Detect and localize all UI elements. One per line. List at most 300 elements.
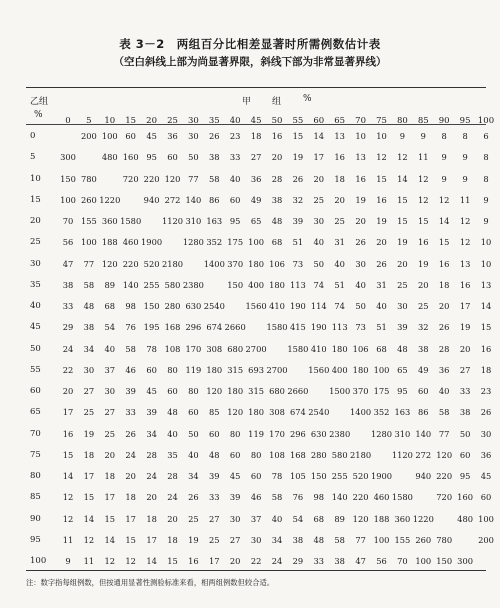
column-header: 55 [292,116,304,126]
table-cell: 100 [80,237,97,248]
table-cell: 200 [478,534,494,545]
table-cell: 280 [164,301,181,311]
table-cell: 16 [188,556,199,566]
table-cell: 16 [438,258,450,269]
table-cell: 170 [185,343,202,354]
table-cell: 370 [352,386,369,396]
table-cell: 12 [459,216,471,226]
table-cell: 16 [480,343,492,354]
table-cell: 255 [143,279,160,290]
table-cell: 18 [125,492,136,503]
table-cell: 1580 [266,322,288,333]
table-cell: 78 [146,343,157,354]
table-cell: 89 [334,513,345,524]
table-cell: 12 [418,173,429,184]
table-cell: 106 [269,258,285,269]
table-cell: 50 [313,258,325,269]
table-cell: 11 [418,152,429,163]
table-cell: 2180 [350,449,372,460]
table-cell: 60 [250,471,262,481]
table-cell: 16 [418,237,429,248]
table-cell: 14 [397,173,408,184]
table-cell: 150 [310,471,327,481]
table-cell: 45 [480,471,492,481]
table-cell: 27 [250,152,262,163]
column-header: 100 [477,116,495,126]
table-cell: 308 [206,343,223,354]
table-cell: 19 [418,258,429,269]
table-cell: 39 [209,471,220,481]
table-cell: 13 [480,279,492,290]
row-label: 40 [30,301,41,311]
table-cell: 352 [206,237,223,248]
table-cell: 9 [483,216,489,226]
table-cell: 25 [209,534,220,545]
table-cell: 13 [459,258,471,269]
table-cell: 40 [271,513,283,524]
table-cell: 160 [122,152,139,163]
row-label: 75 [30,449,41,460]
table-cell: 120 [206,386,223,396]
table-cell: 150 [436,556,453,566]
table-cell: 17 [83,471,95,481]
table-cell: 77 [83,258,95,269]
table-cell: 520 [352,471,369,481]
column-header: 70 [355,116,367,126]
table-cell: 15 [480,322,492,333]
table-cell: 255 [331,471,348,481]
table-cell: 70 [62,216,74,226]
table-cell: 300 [60,152,76,163]
table-cell: 15 [104,513,116,524]
table-cell: 14 [146,556,157,566]
column-header: 75 [376,116,387,126]
table-cell: 160 [457,492,474,503]
table-cell: 24 [167,492,178,503]
row-label: 45 [30,322,41,333]
table-cell: 100 [373,364,390,375]
table-cell: 19 [83,428,95,439]
table-cell: 38 [209,152,220,163]
table-cell: 180 [331,343,348,354]
table-cell: 155 [394,534,411,545]
table-cell: 15 [125,534,136,545]
table-cell: 60 [146,364,157,375]
table-cell: 20 [271,152,283,163]
row-label: 25 [30,237,41,248]
table-cell: 34 [271,534,283,545]
table-cell: 24 [62,343,74,354]
table-cell: 16 [271,131,283,141]
table-cell: 352 [373,407,390,418]
table-cell: 18 [167,534,178,545]
table-cell: 630 [310,428,327,439]
table-cell: 170 [269,428,285,439]
table-cell: 78 [271,471,283,481]
table-cell: 100 [415,556,432,566]
table-cell: 37 [104,364,116,375]
table-cell: 27 [229,534,241,545]
table-cell: 45 [146,131,157,141]
table-cell: 20 [125,471,136,481]
table-cell: 188 [101,237,118,248]
table-cell: 28 [271,173,283,184]
table-cell: 40 [376,301,387,311]
table-cell: 580 [164,279,181,290]
table-cell: 26 [292,173,304,184]
table-cell: 20 [229,556,241,566]
table-cell: 410 [269,301,285,311]
table-cell: 25 [188,513,199,524]
table-cell: 24 [146,471,157,481]
table-cell: 16 [62,428,74,439]
table-cell: 10 [480,258,492,269]
column-header: 45 [250,116,262,126]
table-cell: 15 [62,449,74,460]
table-cell: 76 [292,492,304,503]
table-cell: 100 [60,194,76,205]
row-label: 90 [30,513,41,524]
table-cell: 34 [188,471,199,481]
column-header: 90 [438,116,450,126]
table-cell: 2660 [287,386,309,396]
table-cell: 65 [397,364,408,375]
table-cell: 29 [292,556,304,566]
table-cell: 940 [415,471,432,481]
table-cell: 68 [313,513,325,524]
table-cell: 1280 [370,428,393,439]
table-cell: 34 [146,428,157,439]
table-cell: 54 [104,322,116,333]
table-cell: 25 [397,279,408,290]
table-cell: 296 [289,428,306,439]
table-subtitle: （空白斜线上部为尚显著界限，斜线下部为非常显著界线） [113,56,387,68]
row-label: 100 [30,556,47,566]
table-cell: 580 [331,449,348,460]
table-cell: 24 [125,449,136,460]
table-cell: 38 [292,534,304,545]
table-cell: 89 [104,279,116,290]
table-cell: 19 [397,237,408,248]
table-cell: 100 [373,534,390,545]
table-cell: 15 [418,216,429,226]
table-cell: 60 [229,449,241,460]
table-cell: 30 [188,131,199,141]
table-cell: 8 [441,131,447,141]
table-cell: 40 [104,343,116,354]
table-cell: 12 [62,492,74,503]
table-cell: 2700 [266,364,288,375]
table-cell: 163 [206,216,223,226]
table-cell: 1580 [391,492,413,503]
column-header: 15 [125,116,137,126]
table-cell: 220 [143,173,160,184]
table-cell: 40 [313,237,325,248]
table-cell: 9 [462,152,468,163]
table-cell: 150 [143,301,160,311]
table-cell: 310 [185,216,202,226]
table-cell: 28 [438,343,450,354]
table-cell: 33 [62,301,74,311]
table-cell: 17 [104,492,116,503]
table-cell: 195 [143,322,160,333]
table-cell: 1580 [120,216,142,226]
table-cell: 120 [164,173,181,184]
table-cell: 460 [122,237,139,248]
table-cell: 32 [418,322,429,333]
table-cell: 308 [269,407,285,418]
table-cell: 2700 [245,343,267,354]
table-cell: 120 [352,513,369,524]
table-cell: 20 [167,513,178,524]
table-cell: 12 [83,534,95,545]
table-cell: 20 [355,216,366,226]
table-cell: 19 [459,322,471,333]
table-cell: 11 [459,194,471,205]
table-cell: 14 [83,513,95,524]
table-cell: 35 [167,449,178,460]
table-cell: 24 [271,556,283,566]
column-header: 80 [396,116,408,126]
table-cell: 140 [331,492,348,503]
table-cell: 58 [83,279,95,290]
table-cell: 6 [483,131,489,141]
table-cell: 20 [418,279,429,290]
table-cell: 38 [62,279,74,290]
table-cell: 106 [352,343,369,354]
table-cell: 693 [248,364,265,375]
table-cell: 400 [331,364,348,375]
table-cell: 315 [248,386,265,396]
table-cell: 100 [248,237,265,248]
table-cell: 360 [101,216,118,226]
table-cell: 12 [438,194,450,205]
table-cell: 22 [250,556,262,566]
table-cell: 54 [292,513,304,524]
table-cell: 20 [438,301,450,311]
table-cell: 29 [62,322,74,333]
table-cell: 26 [438,322,450,333]
table-cell: 17 [313,152,325,163]
column-header: 35 [208,116,220,126]
table-cell: 34 [83,343,95,354]
row-label: 55 [30,364,41,375]
table-cell: 272 [415,449,432,460]
table-cell: 95 [459,471,471,481]
table-cell: 12 [125,556,136,566]
table-cell: 18 [334,173,345,184]
table-cell: 30 [83,364,95,375]
table-cell: 720 [122,173,139,184]
column-header: 65 [334,116,346,126]
table-cell: 25 [104,428,116,439]
row-label: 70 [30,428,41,439]
row-label: 20 [30,216,41,226]
table-cell: 50 [188,428,199,439]
table-cell: 272 [164,194,181,205]
column-header: 0 [65,116,71,126]
table-cell: 140 [122,279,139,290]
table-cell: 30 [355,258,366,269]
table-cell: 26 [376,258,387,269]
table-cell: 27 [104,407,116,418]
table-cell: 9 [441,152,447,163]
table-cell: 95 [146,152,157,163]
table-cell: 39 [125,386,136,396]
table-cell: 60 [418,386,429,396]
table-cell: 11 [62,534,74,545]
table-footnote: 注：数字指每组例数，但按通用显著性测验标准来看，相两组例数但较合适。 [26,578,275,587]
table-cell: 155 [80,216,97,226]
table-cell: 51 [376,322,387,333]
table-cell: 188 [373,513,390,524]
table-cell: 68 [104,301,116,311]
row-label: 5 [30,152,36,163]
table-cell: 1900 [370,471,393,481]
table-cell: 220 [436,471,453,481]
table-cell: 60 [459,449,471,460]
table-cell: 119 [248,428,265,439]
row-label: 60 [30,386,41,396]
table-cell: 19 [292,152,304,163]
table-cell: 48 [209,449,220,460]
table-cell: 1500 [329,386,351,396]
table-cell: 30 [480,428,492,439]
table-cell: 98 [125,301,136,311]
table-cell: 33 [125,407,136,418]
table-cell: 119 [185,364,202,375]
table-cell: 680 [269,386,285,396]
table-cell: 58 [271,492,283,503]
group-label-unit: % [303,94,312,104]
table-cell: 48 [167,407,178,418]
table-cell: 17 [209,556,220,566]
row-label: 65 [30,407,41,418]
table-cell: 108 [269,449,285,460]
table-cell: 27 [459,364,471,375]
table-cell: 73 [292,258,304,269]
table-cell: 674 [206,322,223,333]
table-cell: 50 [459,428,471,439]
table-cell: 74 [313,279,325,290]
table-cell: 400 [248,279,265,290]
table-cell: 56 [376,556,387,566]
table-cell: 460 [373,492,390,503]
table-cell: 20 [62,386,74,396]
table-cell: 17 [459,301,471,311]
row-label: 80 [30,471,41,481]
table-cell: 45 [146,386,157,396]
table-cell: 14 [438,216,450,226]
table-cell: 26 [209,131,220,141]
table-cell: 46 [250,492,262,503]
table-cell: 40 [334,258,345,269]
table-cell: 47 [355,556,366,566]
table-cell: 73 [355,322,366,333]
table-cell: 168 [289,449,306,460]
table-cell: 10 [376,131,387,141]
row-label: 10 [30,173,41,184]
table-cell: 9 [65,556,71,566]
table-cell: 17 [62,407,74,418]
table-cell: 23 [229,131,241,141]
table-cell: 18 [438,279,450,290]
table-cell: 180 [206,364,223,375]
table-cell: 77 [438,428,450,439]
table-cell: 410 [310,343,327,354]
table-cell: 15 [167,556,178,566]
table-cell: 480 [101,152,118,163]
column-header: 95 [459,116,471,126]
table-cell: 77 [188,173,199,184]
table-cell: 1580 [287,343,309,354]
table-cell: 18 [104,471,116,481]
table-cell: 200 [80,131,97,141]
row-label: 85 [30,492,41,503]
table-cell: 9 [483,194,489,205]
table-cell: 220 [122,258,139,269]
table-cell: 38 [418,343,429,354]
table-bottom-rule [26,570,486,571]
table-cell: 150 [227,279,244,290]
table-cell: 300 [457,556,474,566]
table-cell: 296 [185,322,202,333]
table-title: 表 3－2 两组百分比相差显著时所需例数估计表 [119,37,381,51]
table-cell: 58 [334,534,345,545]
table-cell: 175 [373,386,390,396]
table-cell: 2380 [182,279,204,290]
table-cell: 10 [355,131,366,141]
table-cell: 20 [334,194,345,205]
table-cell: 180 [227,386,244,396]
table-cell: 18 [480,364,492,375]
table-cell: 33 [209,492,220,503]
table-cell: 1900 [141,237,163,248]
header-divider-rule [26,124,486,125]
table-cell: 38 [83,322,95,333]
table-cell: 40 [355,279,366,290]
table-cell: 105 [289,471,306,481]
row-label: 0 [30,131,36,141]
table-cell: 38 [334,556,345,566]
table-cell: 85 [209,407,220,418]
table-cell: 140 [415,428,432,439]
table-cell: 12 [397,152,408,163]
table-cell: 28 [167,471,178,481]
table-cell: 40 [188,449,199,460]
table-cell: 16 [355,173,366,184]
table-cell: 30 [313,216,325,226]
table-cell: 26 [355,237,366,248]
table-cell: 120 [436,449,453,460]
table-cell: 1560 [245,301,267,311]
table-cell: 16 [459,279,471,290]
table-cell: 48 [313,534,325,545]
table-cell: 15 [292,131,304,141]
table-cell: 28 [146,449,157,460]
table-cell: 12 [459,237,471,248]
table-cell: 1400 [203,258,225,269]
table-cell: 51 [292,237,304,248]
table-cell: 113 [289,279,306,290]
table-cell: 114 [310,301,327,311]
table-cell: 100 [101,131,118,141]
table-cell: 120 [227,407,244,418]
table-cell: 30 [397,301,408,311]
table-cell: 76 [125,322,136,333]
table-cell: 1120 [391,449,413,460]
table-cell: 480 [457,513,474,524]
